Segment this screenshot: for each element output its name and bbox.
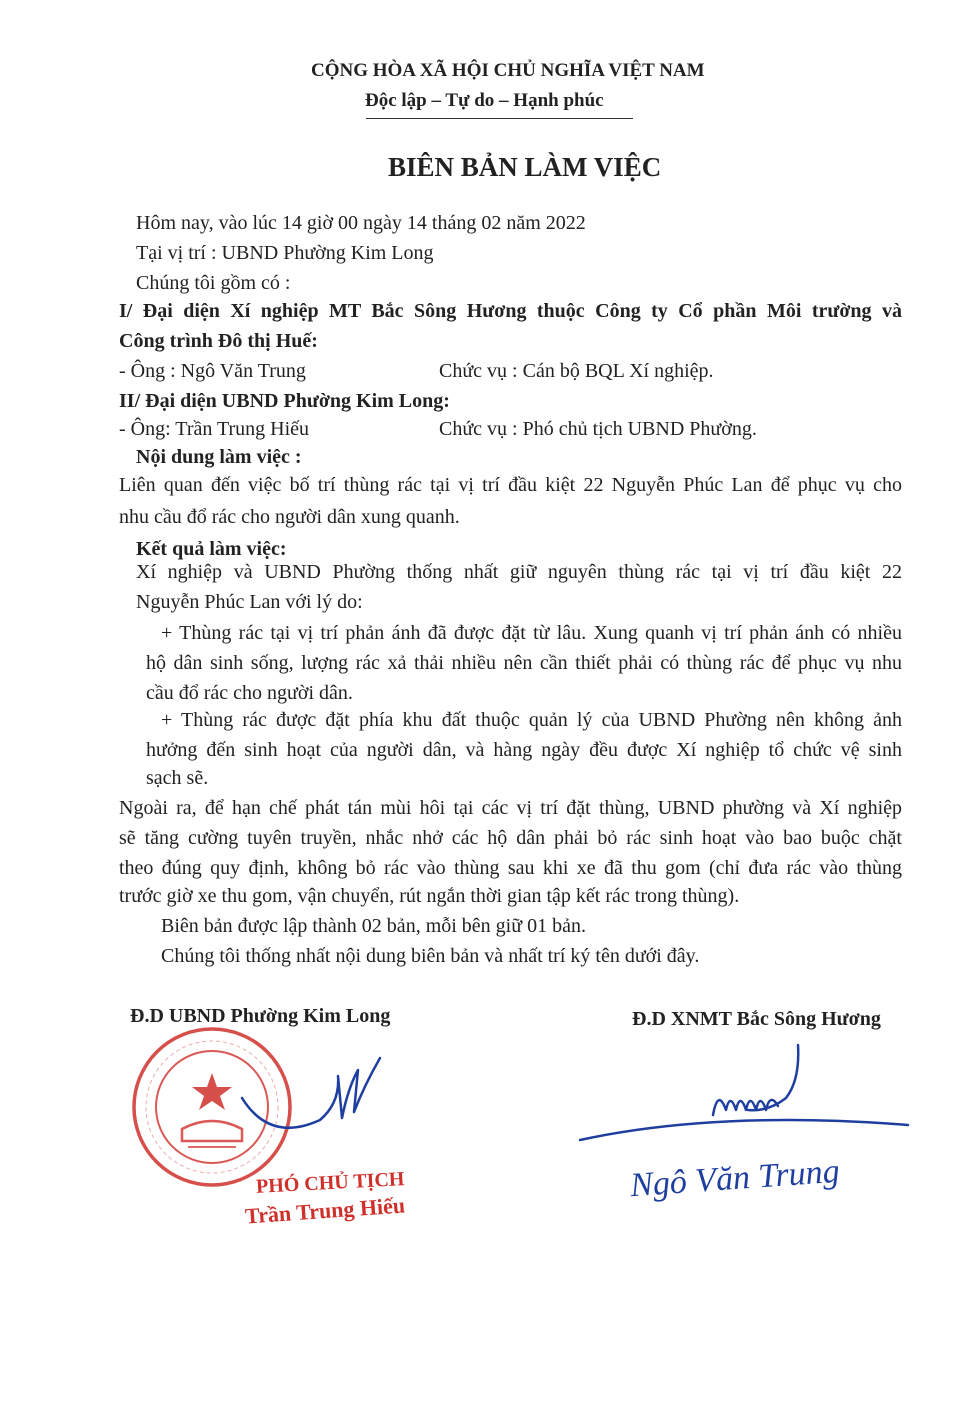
party1-heading-line2: Công trình Đô thị Huế: — [119, 330, 318, 352]
content-line2: nhu cầu đổ rác cho người dân xung quanh. — [119, 506, 460, 528]
party2-person: - Ông: Trần Trung Hiếu — [119, 418, 310, 440]
national-motto: Độc lập – Tự do – Hạnh phúc — [365, 90, 604, 111]
stamp-role: PHÓ CHỦ TỊCH — [255, 1168, 405, 1198]
result-p2-line1: Ngoài ra, để hạn chế phát tán mùi hôi tại các vị trí đặt thùng, UBND phường và Xí nghiệp — [119, 797, 902, 819]
bullet2-line1: + Thùng rác được đặt phía khu đất thuộc quản lý của UBND Phường nên không ảnh — [161, 709, 902, 731]
content-heading: Nội dung làm việc : — [136, 446, 302, 468]
result-p1-line2: Nguyễn Phúc Lan với lý do: — [136, 591, 363, 613]
meeting-time: Hôm nay, vào lúc 14 giờ 00 ngày 14 tháng 02 năm 2022 — [136, 212, 586, 234]
meeting-location: Tại vị trí : UBND Phường Kim Long — [136, 242, 434, 264]
document-title: BIÊN BẢN LÀM VIỆC — [388, 152, 662, 182]
party2-position: Chức vụ : Phó chủ tịch UBND Phường. — [439, 418, 757, 440]
bullet2-line2: hưởng đến sinh hoạt của người dân, và hàng ngày đều được Xí nghiệp tổ chức vệ sinh — [146, 739, 902, 761]
result-p2-line3: theo đúng quy định, không bỏ rác vào thùng sau khi xe đã thu gom (chỉ đưa rác vào thùng — [119, 857, 902, 879]
result-heading: Kết quả làm việc: — [136, 538, 287, 560]
result-p1-line1: Xí nghiệp và UBND Phường thống nhất giữ nguyên thùng rác tại vị trí đầu kiệt 22 — [136, 561, 902, 583]
bullet1-line1: + Thùng rác tại vị trí phản ánh đã được đặt từ lâu. Xung quanh vị trí phản ánh có nhiều — [161, 622, 902, 644]
bullet1-line3: cầu đổ rác cho người dân. — [146, 682, 353, 704]
bullet1-line2: hộ dân sinh sống, lượng rác xả thải nhiều nên cần thiết phải có thùng rác để phục vụ nhu — [146, 652, 902, 674]
party1-person: - Ông : Ngô Văn Trung — [119, 360, 306, 382]
content-line1: Liên quan đến việc bố trí thùng rác tại vị trí đầu kiệt 22 Nguyễn Phúc Lan để phục vụ cho — [119, 474, 902, 496]
left-signature-scribble — [230, 1048, 390, 1143]
party1-position: Chức vụ : Cán bộ BQL Xí nghiệp. — [439, 360, 714, 382]
stamp-name: Trần Trung Hiếu — [244, 1192, 406, 1229]
right-signature-scribble — [568, 1040, 913, 1155]
result-p2-line4: trước giờ xe thu gom, vận chuyển, rút ngắn thời gian tập kết rác trong thùng). — [119, 885, 740, 907]
motto-underline — [366, 118, 633, 119]
country-name: CỘNG HÒA XÃ HỘI CHỦ NGHĨA VIỆT NAM — [311, 60, 705, 81]
copies-note: Biên bản được lập thành 02 bản, mỗi bên giữ 01 bản. — [161, 915, 586, 937]
result-p2-line2: sẽ tăng cường tuyên truyền, nhắc nhở các hộ dân phải bỏ rác sinh hoạt vào bao buộc chặt — [119, 827, 902, 849]
right-handwritten-name: Ngô Văn Trung — [628, 1152, 841, 1205]
bullet2-line3: sạch sẽ. — [146, 767, 209, 789]
left-signature-title: Đ.D UBND Phường Kim Long — [130, 1005, 391, 1027]
attendees-label: Chúng tôi gồm có : — [136, 272, 291, 294]
right-signature-title: Đ.D XNMT Bắc Sông Hương — [632, 1008, 881, 1030]
party2-heading: II/ Đại diện UBND Phường Kim Long: — [119, 390, 450, 412]
party1-heading-line1: I/ Đại diện Xí nghiệp MT Bắc Sông Hương thuộc Công ty Cổ phần Môi trường và — [119, 300, 902, 322]
agreement-note: Chúng tôi thống nhất nội dung biên bản và nhất trí ký tên dưới đây. — [161, 945, 700, 967]
